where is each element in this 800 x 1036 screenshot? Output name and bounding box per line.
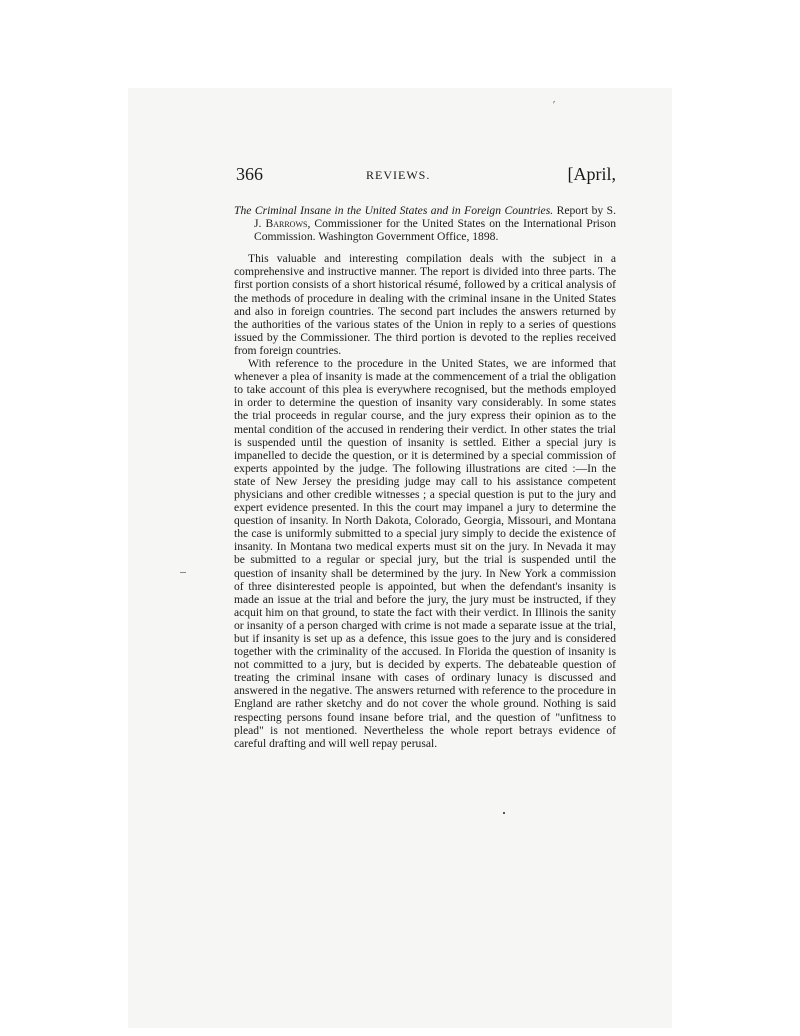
citation-title: The Criminal Insane in the United States and in Foreign Countries. [234,204,554,217]
paragraph-1: This valuable and interesting compilation deals with the subject in a comprehensive and instructive manner. The report is divided into three parts. The first portion consists of a short historical résumé, followed by a critical analysis of the methods of procedure in dealing with the criminal insane in the United States and also in foreign countries. The second part includes the answers returned by the authorities of the various states of the Union in reply to a series of questions issued by the Commissioner. The third portion is devoted to the replies received from foreign countries. [234,252,616,357]
review-body [234,204,616,750]
stray-dot [503,812,505,814]
page-number: 366 [236,164,263,184]
stray-mark: ′ [553,100,556,111]
citation-author: Barrows [265,217,308,231]
page-header [236,164,616,190]
paragraph-2: With reference to the procedure in the United States, we are informed that whenever a plea of insanity is made at the commencement of a trial the obligation to take account of this plea is everywhere recognised, but the methods employed in order to determine the question of insanity vary considerably. In some states the trial proceeds in regular course, and the jury express their opinion as to the mental condition of the accused in rendering their verdict. In other states the trial is suspended until the question of insanity is settled. Either a special jury is impanelled to decide the question, or it is determined by a special commission of experts appointed by the judge. The following illustrations are cited :—In the state of New Jersey the presiding judge may call to his assistance competent physicians and other credible witnesses ; a special question is put to the jury and expert evidence presented. In this the court may impanel a jury to determine the question of insanity. In North Dakota, Colorado, Georgia, Missouri, and Montana the case is uniformly submitted to a special jury simply to decide the existence of insanity. In Montana two medical experts must sit on the jury. In Nevada it may be submitted to a regular or special jury, but the trial is suspended until the question of insanity shall be determined by the jury. In New York a commission of three disinterested people is appointed, but when the defendant's insanity is made an issue at the trial and before the jury, the jury must be instructed, if they acquit him on that ground, to state the fact with their verdict. In Illinois the sanity or insanity of a person charged with crime is not made a separate issue at the trial, but if insanity is set up as a defence, this issue goes to the jury and is considered together with the criminality of the accused. In Florida the question of insanity is not committed to a jury, but is decided by experts. The debateable question of treating the criminal insane with cases of ordinary lunacy is discussed and answered in the negative. The answers returned with reference to the procedure in England are rather sketchy and do not cover the whole ground. Nothing is said respecting persons found insane before trial, and the question of "unfitness to plead" is not mentioned. Nevertheless the whole report betrays evidence of careful drafting and will well repay perusal. [234,357,616,750]
citation-report-prefix: Report by S. J. [254,204,616,231]
citation-details: , Commissioner for the United States on the International Prison Commission. Washington Government Office, 1898. [254,217,617,244]
margin-mark [180,572,186,573]
running-title: REVIEWS. [366,168,431,182]
citation [234,204,616,243]
issue-month: [April, [567,164,616,184]
